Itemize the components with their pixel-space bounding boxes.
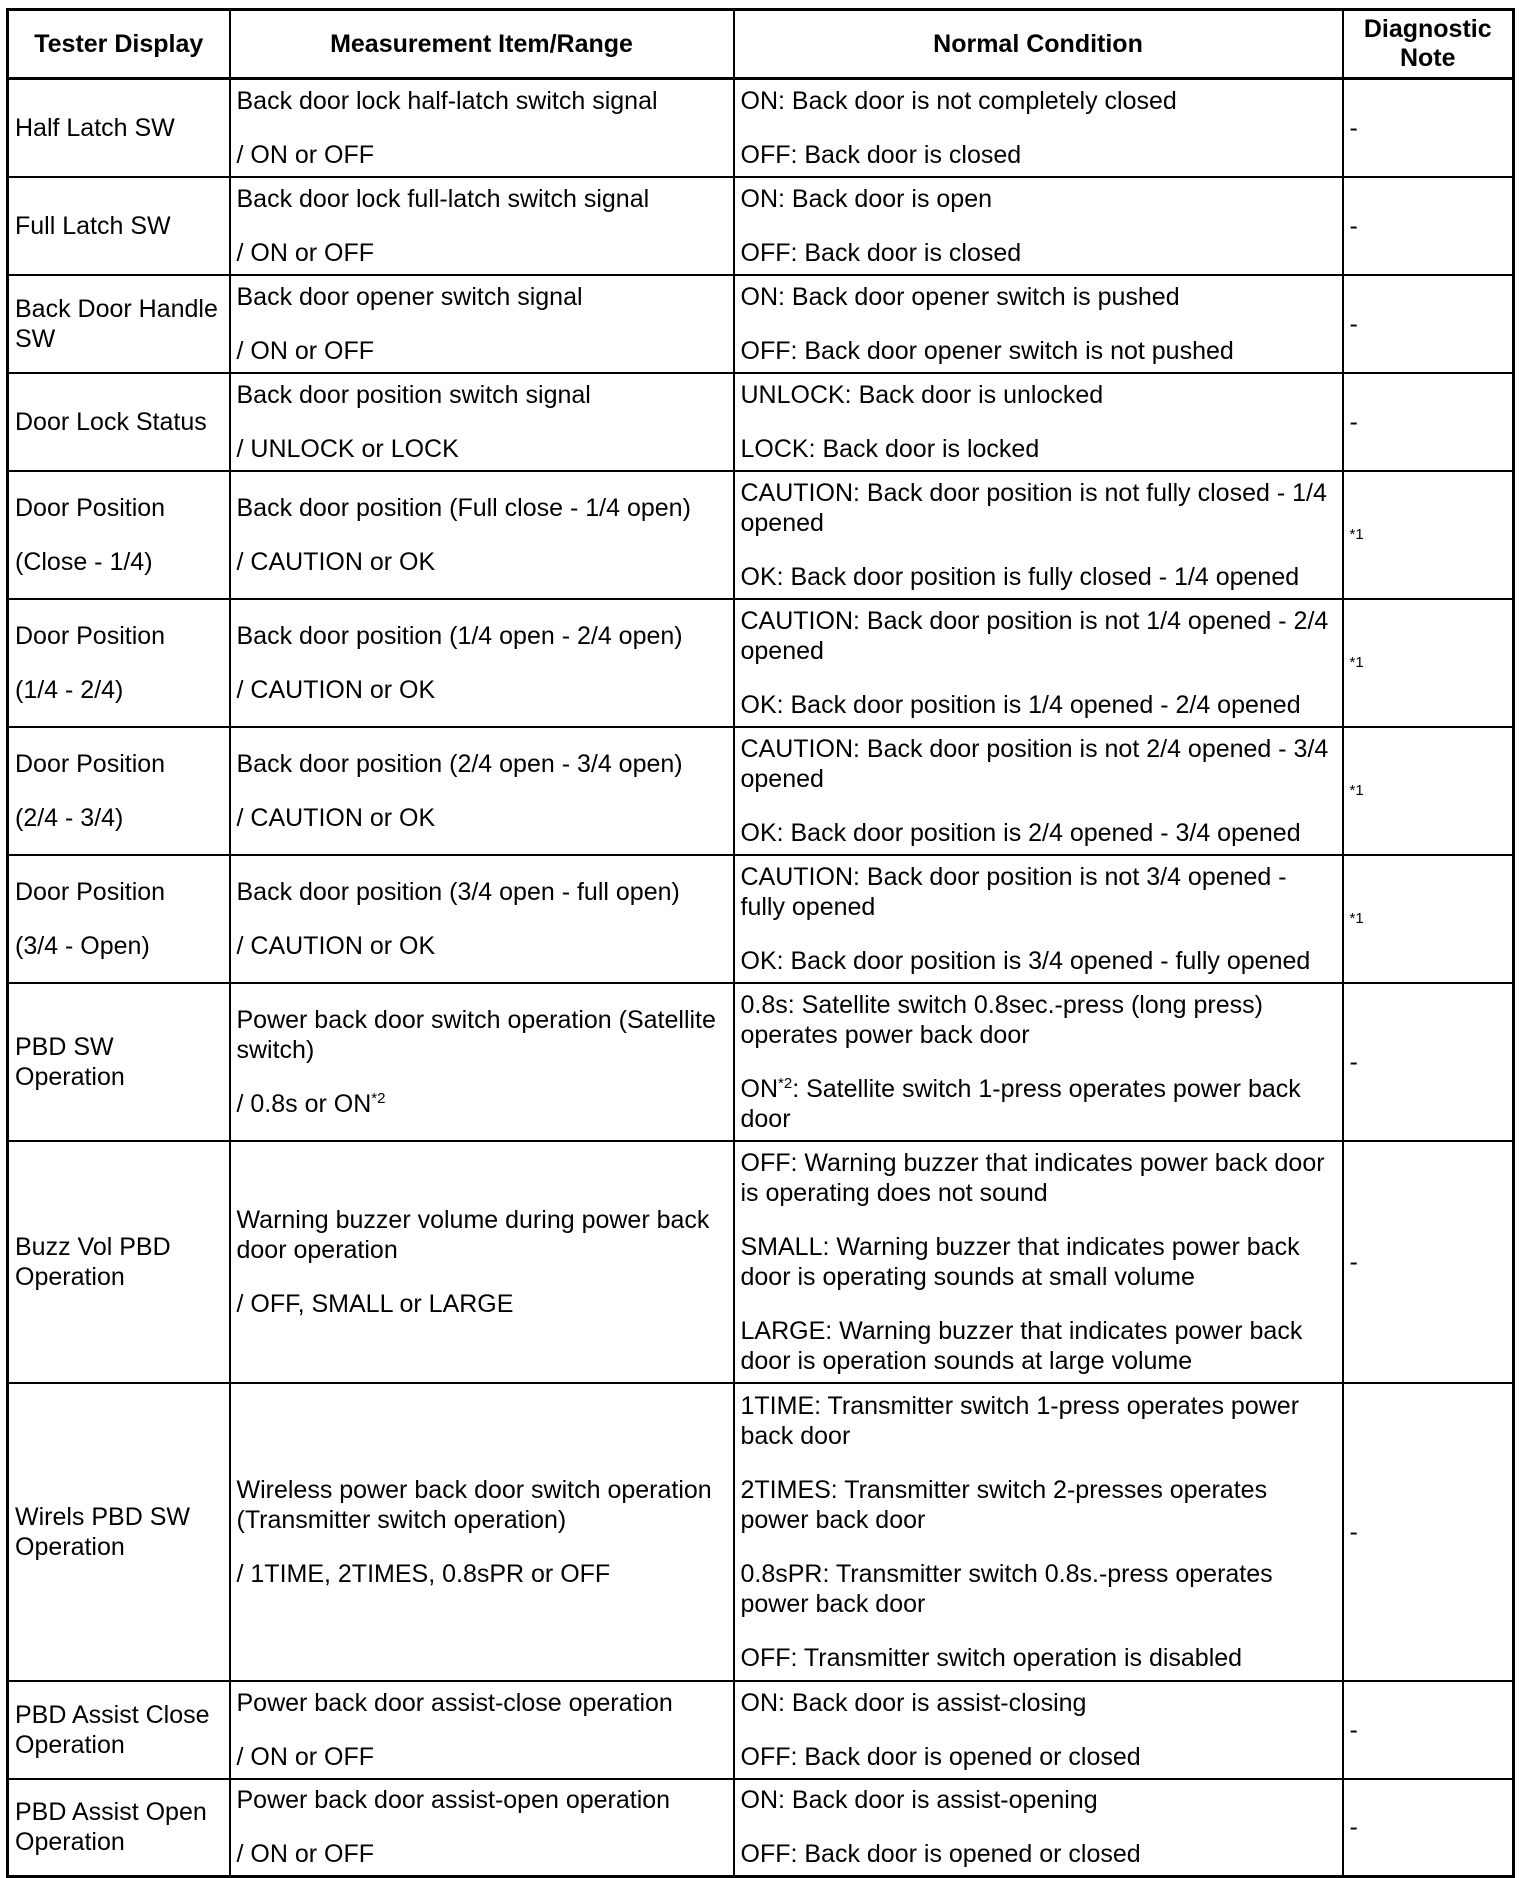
condition-line: 1TIME: Transmitter switch 1-press operates power back door — [740, 1391, 1300, 1450]
condition-line: SMALL: Warning buzzer that indicates power back door is operating sounds at small volume — [740, 1232, 1300, 1291]
measurement-range: / UNLOCK or LOCK — [236, 434, 459, 463]
measurement-range: / CAUTION or OK — [236, 675, 436, 704]
table-row — [8, 1779, 1514, 1877]
header-note-line1: Diagnostic — [1363, 15, 1492, 43]
measurement-item: Wireless power back door switch operation (Transmitter switch operation) — [236, 1475, 712, 1534]
header-tester-display: Tester Display — [8, 10, 230, 79]
diagnostic-note-cell: - — [1343, 1383, 1514, 1681]
table-row — [8, 727, 1514, 855]
condition-line: OFF: Back door is closed — [740, 140, 1022, 169]
measurement-item: Power back door assist-close operation — [236, 1688, 673, 1717]
measurement-range: / OFF, SMALL or LARGE — [236, 1289, 514, 1318]
footnote-marker: *2 — [371, 1089, 386, 1107]
measurement-range: / CAUTION or OK — [236, 547, 436, 576]
measurement-cell — [230, 471, 734, 599]
measurement-range: / CAUTION or OK — [236, 803, 436, 832]
condition-line: OK: Back door position is 1/4 opened - 2/4 opened — [740, 690, 1301, 719]
measurement-cell — [230, 599, 734, 727]
condition-text: : Satellite switch 1-press operates power back door — [740, 1074, 1301, 1133]
condition-line: ON: Back door is assist-closing — [740, 1688, 1087, 1717]
measurement-item: Back door opener switch signal — [236, 282, 583, 311]
condition-line: OFF: Transmitter switch operation is disabled — [740, 1643, 1243, 1672]
condition-line: OFF: Back door is opened or closed — [740, 1742, 1141, 1771]
condition-line: OK: Back door position is 2/4 opened - 3/4 opened — [740, 818, 1301, 847]
table-row — [8, 983, 1514, 1141]
tester-display-cell — [8, 1779, 230, 1877]
normal-condition-cell — [734, 599, 1343, 727]
normal-condition-cell — [734, 1779, 1343, 1877]
header-normal-condition: Normal Condition — [734, 10, 1343, 79]
tester-text: Full Latch SW — [15, 211, 171, 240]
tester-text: PBD Assist Close Operation — [15, 1700, 210, 1759]
measurement-item: Back door position (Full close - 1/4 open) — [236, 493, 691, 522]
condition-line: CAUTION: Back door position is not 1/4 opened - 2/4 opened — [740, 606, 1329, 665]
tester-display-cell — [8, 1681, 230, 1779]
diagnostic-note-cell: - — [1343, 1779, 1514, 1877]
diagnostic-note-cell: - — [1343, 177, 1514, 275]
diagnostic-note-cell: *1 — [1343, 855, 1514, 983]
tester-display-cell — [8, 727, 230, 855]
measurement-cell — [230, 79, 734, 177]
measurement-cell — [230, 855, 734, 983]
diagnostic-note-cell: *1 — [1343, 471, 1514, 599]
data-list-table — [6, 8, 1515, 1878]
measurement-range: / ON or OFF — [236, 1742, 374, 1771]
diagnostic-note-cell: - — [1343, 275, 1514, 373]
condition-line: 0.8sPR: Transmitter switch 0.8s.-press operates power back door — [740, 1559, 1273, 1618]
condition-line: OFF: Back door opener switch is not pushed — [740, 336, 1234, 365]
tester-text: Buzz Vol PBD Operation — [15, 1232, 171, 1291]
tester-display-cell — [8, 1383, 230, 1681]
table-row — [8, 471, 1514, 599]
condition-line: 0.8s: Satellite switch 0.8sec.-press (long press) operates power back door — [740, 990, 1263, 1049]
tester-display-cell — [8, 599, 230, 727]
tester-text: PBD SW Operation — [15, 1032, 125, 1091]
tester-text: Half Latch SW — [15, 113, 175, 142]
measurement-range: / ON or OFF — [236, 238, 374, 267]
measurement-item: Power back door assist-open operation — [236, 1786, 671, 1815]
tester-text: Door Lock Status — [15, 407, 207, 436]
condition-line: ON: Back door is assist-opening — [740, 1786, 1098, 1815]
tester-text: (3/4 - Open) — [15, 931, 150, 960]
measurement-item: Back door position (2/4 open - 3/4 open) — [236, 749, 683, 778]
table-row — [8, 275, 1514, 373]
tester-text: Door Position — [15, 749, 166, 778]
table-row — [8, 1383, 1514, 1681]
measurement-item: Back door lock half-latch switch signal — [236, 86, 658, 115]
diagnostic-note-cell: *1 — [1343, 727, 1514, 855]
measurement-range — [237, 1089, 727, 1119]
table-row — [8, 79, 1514, 177]
tester-text: (2/4 - 3/4) — [15, 803, 124, 832]
tester-text: (1/4 - 2/4) — [15, 675, 124, 704]
measurement-item: Back door position switch signal — [236, 380, 591, 409]
measurement-item: Warning buzzer volume during power back door operation — [236, 1205, 710, 1264]
header-row — [8, 10, 1514, 79]
tester-text: Back Door Handle SW — [15, 294, 218, 353]
normal-condition-cell — [734, 727, 1343, 855]
condition-line: OFF: Back door is closed — [740, 238, 1022, 267]
normal-condition-cell — [734, 855, 1343, 983]
tester-text: Door Position — [15, 877, 166, 906]
diagnostic-note-cell: - — [1343, 983, 1514, 1141]
condition-line: CAUTION: Back door position is not 3/4 opened - fully opened — [740, 862, 1287, 921]
condition-line: OFF: Back door is opened or closed — [740, 1840, 1141, 1869]
condition-line: CAUTION: Back door position is not 2/4 opened - 3/4 opened — [740, 734, 1329, 793]
normal-condition-cell — [734, 1383, 1343, 1681]
normal-condition-cell — [734, 177, 1343, 275]
measurement-item: Back door position (1/4 open - 2/4 open) — [236, 621, 683, 650]
table-row — [8, 1681, 1514, 1779]
tester-text: Wirels PBD SW Operation — [15, 1502, 190, 1561]
normal-condition-cell — [734, 471, 1343, 599]
measurement-item: Back door lock full-latch switch signal — [236, 184, 650, 213]
measurement-cell — [230, 1779, 734, 1877]
condition-line: ON: Back door opener switch is pushed — [740, 282, 1180, 311]
table-row — [8, 855, 1514, 983]
tester-display-cell — [8, 855, 230, 983]
footnote-marker: *2 — [778, 1074, 793, 1092]
condition-value: ON — [740, 1074, 778, 1103]
measurement-cell — [230, 983, 734, 1141]
table-row — [8, 1141, 1514, 1383]
tester-display-cell — [8, 1141, 230, 1383]
tester-display-cell — [8, 79, 230, 177]
condition-line: LOCK: Back door is locked — [740, 434, 1040, 463]
tester-text: (Close - 1/4) — [15, 547, 153, 576]
condition-line: ON: Back door is open — [740, 184, 993, 213]
tester-text: Door Position — [15, 621, 166, 650]
tester-display-cell — [8, 275, 230, 373]
diagnostic-note-cell: *1 — [1343, 599, 1514, 727]
condition-line: OK: Back door position is 3/4 opened - fully opened — [740, 946, 1311, 975]
measurement-item: Power back door switch operation (Satellite switch) — [236, 1005, 716, 1064]
condition-line: OK: Back door position is fully closed - 1/4 opened — [740, 562, 1300, 591]
table-row — [8, 599, 1514, 727]
diagnostic-note-cell: - — [1343, 1141, 1514, 1383]
measurement-cell — [230, 1383, 734, 1681]
measurement-range: / ON or OFF — [236, 336, 374, 365]
header-note-line2: Note — [1399, 44, 1456, 72]
normal-condition-cell — [734, 373, 1343, 471]
range-text: / 0.8s or ON — [236, 1089, 372, 1118]
condition-line: OFF: Warning buzzer that indicates power back door is operating does not sound — [740, 1148, 1325, 1207]
measurement-range: / ON or OFF — [236, 1840, 374, 1869]
measurement-cell — [230, 727, 734, 855]
diagnostic-note-cell: - — [1343, 1681, 1514, 1779]
normal-condition-cell — [734, 983, 1343, 1141]
measurement-range: / ON or OFF — [236, 140, 374, 169]
measurement-cell — [230, 1141, 734, 1383]
measurement-cell — [230, 1681, 734, 1779]
measurement-range: / 1TIME, 2TIMES, 0.8sPR or OFF — [236, 1559, 611, 1588]
diagnostic-note-cell: - — [1343, 79, 1514, 177]
tester-display-cell — [8, 983, 230, 1141]
condition-line: LARGE: Warning buzzer that indicates power back door is operation sounds at large volume — [740, 1316, 1303, 1375]
normal-condition-cell — [734, 79, 1343, 177]
condition-line — [741, 1074, 1336, 1134]
condition-line: CAUTION: Back door position is not fully closed - 1/4 opened — [740, 478, 1327, 537]
tester-text: Door Position — [15, 493, 166, 522]
table-row — [8, 177, 1514, 275]
table-row — [8, 373, 1514, 471]
header-measurement: Measurement Item/Range — [230, 10, 734, 79]
measurement-cell — [230, 373, 734, 471]
tester-display-cell — [8, 373, 230, 471]
measurement-item: Back door position (3/4 open - full open) — [236, 877, 680, 906]
normal-condition-cell — [734, 1681, 1343, 1779]
condition-line: ON: Back door is not completely closed — [740, 86, 1177, 115]
condition-line: 2TIMES: Transmitter switch 2-presses operates power back door — [740, 1475, 1268, 1534]
measurement-range: / CAUTION or OK — [236, 931, 436, 960]
normal-condition-cell — [734, 1141, 1343, 1383]
diagnostic-note-cell: - — [1343, 373, 1514, 471]
normal-condition-cell — [734, 275, 1343, 373]
measurement-cell — [230, 275, 734, 373]
condition-line: UNLOCK: Back door is unlocked — [740, 380, 1104, 409]
tester-display-cell — [8, 471, 230, 599]
tester-text: PBD Assist Open Operation — [15, 1798, 207, 1857]
measurement-cell — [230, 177, 734, 275]
header-diagnostic-note — [1343, 10, 1514, 79]
tester-display-cell — [8, 177, 230, 275]
